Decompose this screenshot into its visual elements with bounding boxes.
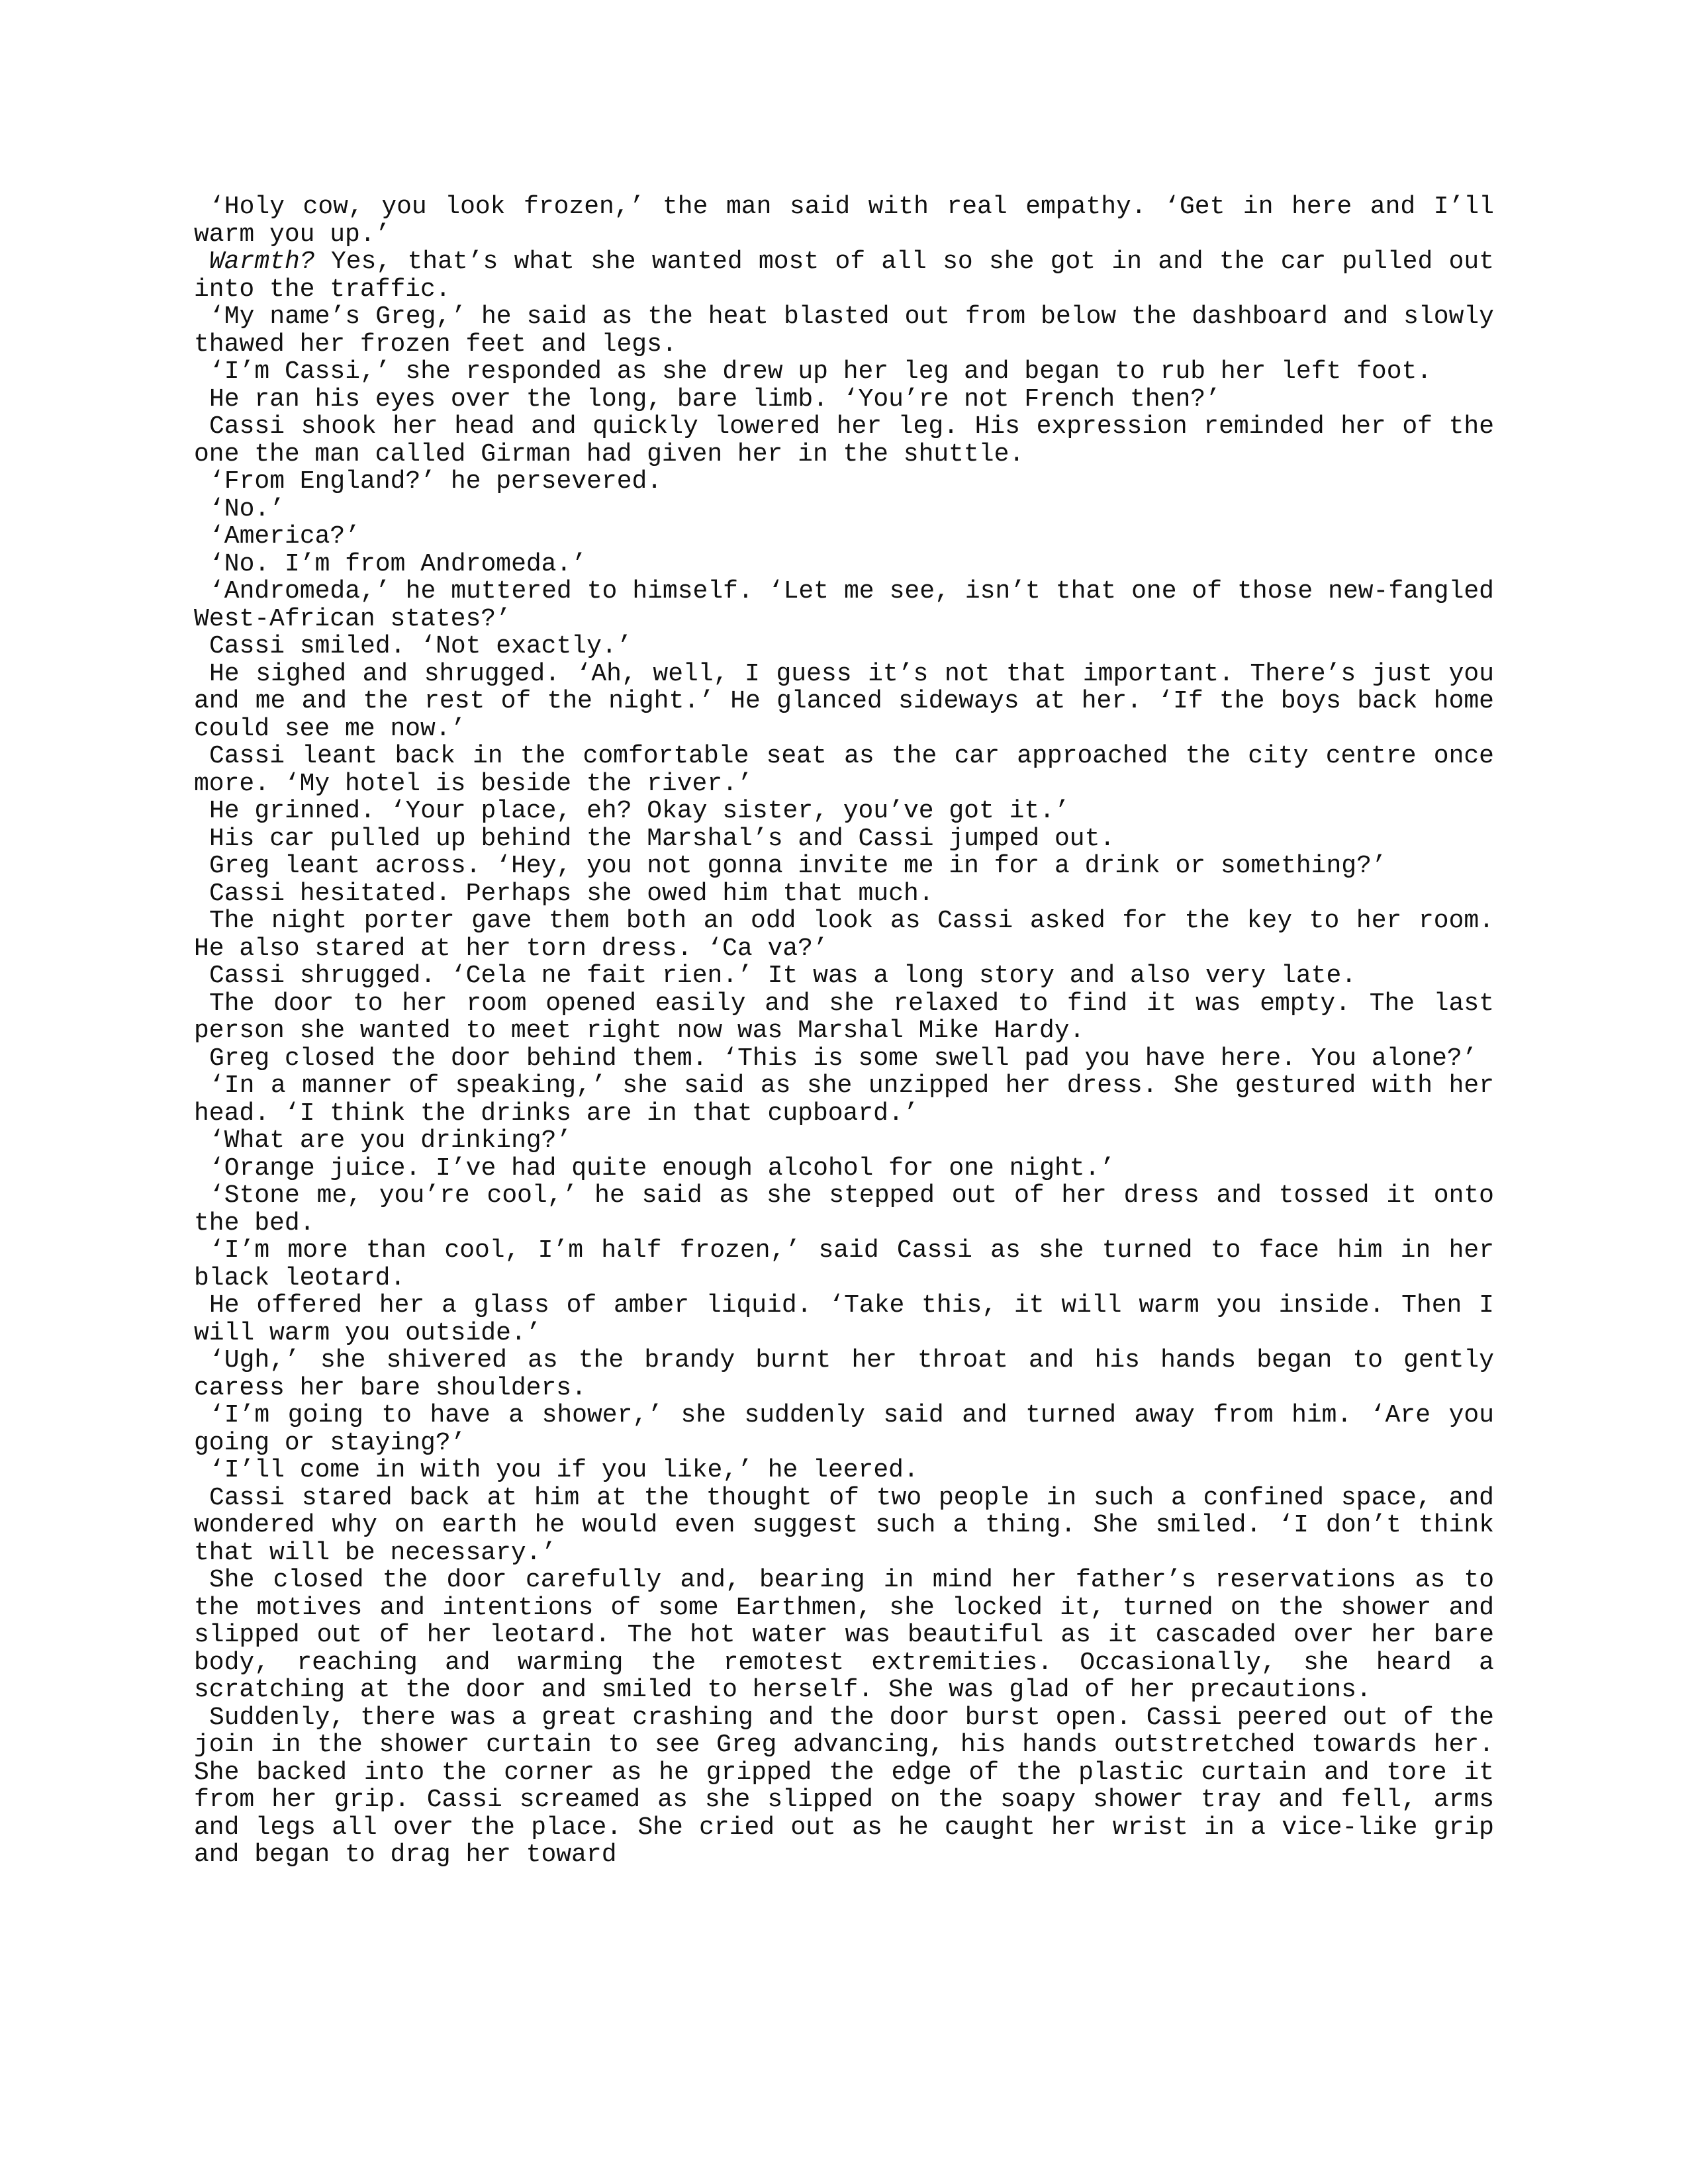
paragraph <box>194 1347 1494 1402</box>
paragraph <box>194 1457 1494 1484</box>
paragraph <box>194 303 1494 358</box>
paragraph-italic-lead: Warmth? <box>209 248 315 276</box>
paragraph-text: ‘I’m more than cool, I’m half frozen,’ said Cassi as she turned to face him in her black leotard. <box>194 1236 1494 1293</box>
paragraph-text: Greg leant across. ‘Hey, you not gonna invite me in for a drink or something?’ <box>209 852 1387 880</box>
paragraph-text: ‘I’m going to have a shower,’ she suddenly said and turned away from him. ‘Are you going or staying?’ <box>194 1401 1494 1457</box>
paragraph <box>194 496 1494 523</box>
paragraph-text: Cassi smiled. ‘Not exactly.’ <box>209 632 632 660</box>
paragraph <box>194 852 1494 880</box>
paragraph <box>194 825 1494 853</box>
paragraph-text: Cassi shook her head and quickly lowered her leg. His expression reminded her of the one the man called Girman had given her in the shuttle. <box>194 412 1494 469</box>
paragraph <box>194 990 1494 1045</box>
paragraph-text: ‘Ugh,’ she shivered as the brandy burnt her throat and his hands began to gently caress her bare shoulders. <box>194 1346 1494 1402</box>
paragraph-text: ‘Holy cow, you look frozen,’ the man said with real empathy. ‘Get in here and I’ll warm you up.’ <box>194 193 1494 249</box>
paragraph <box>194 578 1494 633</box>
paragraph <box>194 660 1494 743</box>
paragraph <box>194 907 1494 962</box>
paragraph-text: He grinned. ‘Your place, eh? Okay sister, you’ve got it.’ <box>209 797 1070 825</box>
paragraph <box>194 633 1494 660</box>
paragraph-text: ‘I’ll come in with you if you like,’ he leered. <box>209 1456 919 1484</box>
paragraph <box>194 1402 1494 1457</box>
paragraph <box>194 1072 1494 1127</box>
paragraph-text: ‘In a manner of speaking,’ she said as she unzipped her dress. She gestured with her head. ‘I think the drinks are in that cupboard.’ <box>194 1071 1494 1128</box>
paragraph-text: His car pulled up behind the Marshal’s and Cassi jumped out. <box>209 824 1115 853</box>
paragraph-text: The night porter gave them both an odd look as Cassi asked for the key to her room. He also stared at her torn dress. ‘Ca va?’ <box>194 907 1494 963</box>
paragraph <box>194 248 1494 303</box>
paragraph <box>194 1182 1494 1237</box>
paragraph-text: ‘Andromeda,’ he muttered to himself. ‘Let me see, isn’t that one of those new-fangled West-African states?’ <box>194 577 1494 633</box>
paragraph <box>194 1567 1494 1704</box>
paragraph <box>194 1484 1494 1567</box>
paragraph <box>194 880 1494 908</box>
paragraph-text: Greg closed the door behind them. ‘This is some swell pad you have here. You alone?’ <box>209 1044 1477 1073</box>
paragraph-text: He sighed and shrugged. ‘Ah, well, I guess it’s not that important. There’s just you and me and the rest of the night.’ He glanced sideways at her. ‘If the boys back home could see me now.’ <box>194 659 1494 743</box>
paragraph-text: ‘Orange juice. I’ve had quite enough alcohol for one night.’ <box>209 1154 1115 1183</box>
paragraph <box>194 1237 1494 1292</box>
paragraph <box>194 523 1494 551</box>
paragraph-text: She closed the door carefully and, bearing in mind her father’s reservations as to the motives and intentions of some Earthmen, she locked it, turned on the shower and slipped out of her leotard. The hot water was beautiful as it cascaded over her bare body, reaching and warming the remotest extremities. Occasionally, she heard a scratching at the door and smiled to herself. She was glad of her precautions. <box>194 1566 1494 1704</box>
paragraph <box>194 1292 1494 1347</box>
paragraph-text: ‘No.’ <box>209 494 285 523</box>
paragraph <box>194 962 1494 990</box>
paragraph-text: ‘Stone me, you’re cool,’ he said as she stepped out of her dress and tossed it onto the bed. <box>194 1181 1494 1238</box>
paragraph <box>194 743 1494 797</box>
paragraph <box>194 358 1494 386</box>
paragraph-text: ‘No. I’m from Andromeda.’ <box>209 549 587 578</box>
paragraph <box>194 551 1494 578</box>
paragraph-text: ‘America?’ <box>209 522 361 551</box>
paragraph <box>194 1127 1494 1155</box>
paragraph-text: ‘What are you drinking?’ <box>209 1126 572 1155</box>
paragraph-text: Cassi leant back in the comfortable seat as the car approached the city centre once more. ‘My hotel is beside the river.’ <box>194 742 1494 798</box>
paragraph-text: Cassi shrugged. ‘Cela ne fait rien.’ It was a long story and also very late. <box>209 962 1357 990</box>
paragraph <box>194 797 1494 825</box>
paragraph <box>194 386 1494 414</box>
paragraph-text: ‘My name’s Greg,’ he said as the heat blasted out from below the dashboard and slowly thawed her frozen feet and legs. <box>194 302 1494 359</box>
paragraph-text: Suddenly, there was a great crashing and the door burst open. Cassi peered out of the join in the shower curtain to see Greg advancing, his hands outstretched towards her. She backed into the corner as he gripped the edge of the plastic curtain and tore it from her grip. Cassi screamed as she slipped on the soapy shower tray and fell, arms and legs all over the place. She cried out as he caught her wrist in a vice-like grip and began to drag her toward <box>194 1703 1494 1869</box>
paragraph <box>194 413 1494 468</box>
paragraph-text: He offered her a glass of amber liquid. ‘Take this, it will warm you inside. Then I will warm you outside.’ <box>194 1291 1494 1347</box>
paragraph-text: He ran his eyes over the long, bare limb. ‘You’re not French then?’ <box>209 385 1221 414</box>
paragraph <box>194 1045 1494 1073</box>
paragraph-text: Cassi stared back at him at the thought of two people in such a confined space, and wondered why on earth he would even suggest such a thing. She smiled. ‘I don’t think that will be necessary.’ <box>194 1483 1494 1567</box>
paragraph-text: The door to her room opened easily and she relaxed to find it was empty. The last person she wanted to meet right now was Marshal Mike Hardy. <box>194 989 1494 1045</box>
paragraph-text: Cassi hesitated. Perhaps she owed him that much. <box>209 879 934 908</box>
paragraph <box>194 468 1494 496</box>
paragraph <box>194 193 1494 248</box>
paragraph <box>194 1704 1494 1869</box>
paragraph-text: ‘I’m Cassi,’ she responded as she drew up her leg and began to rub her left foot. <box>209 357 1432 386</box>
paragraph-text: ‘From England?’ he persevered. <box>209 467 663 496</box>
paragraph-text: Yes, that’s what she wanted most of all so she got in and the car pulled out into the traffic. <box>194 248 1494 304</box>
paragraph <box>194 1155 1494 1183</box>
body-text <box>194 193 1494 1869</box>
